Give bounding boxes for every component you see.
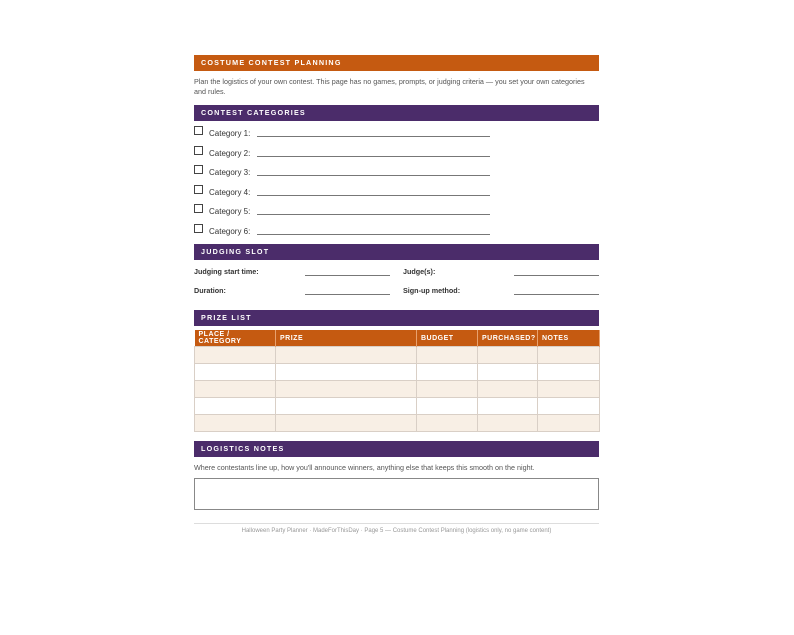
category-checkbox[interactable] <box>194 224 203 233</box>
table-cell[interactable] <box>538 347 600 364</box>
signup-method-line[interactable] <box>514 294 599 295</box>
category-label: Category 3: <box>209 168 251 177</box>
signup-method-label: Sign-up method: <box>403 286 461 295</box>
table-cell[interactable] <box>195 347 276 364</box>
table-cell[interactable] <box>417 381 478 398</box>
column-header-place: PLACE / CATEGORY <box>195 330 276 347</box>
table-cell[interactable] <box>478 415 538 432</box>
category-row <box>194 165 599 185</box>
category-row <box>194 204 599 224</box>
table-cell[interactable] <box>195 381 276 398</box>
table-cell[interactable] <box>276 347 417 364</box>
table-cell[interactable] <box>195 364 276 381</box>
category-row <box>194 224 599 244</box>
category-label: Category 4: <box>209 187 251 197</box>
table-cell[interactable] <box>417 415 478 432</box>
logistics-notes-box[interactable] <box>194 478 599 510</box>
judging-fields <box>194 260 599 310</box>
category-label: Category 2: <box>209 148 251 158</box>
category-write-line[interactable] <box>257 195 490 196</box>
duration-label: Duration: <box>194 286 226 295</box>
table-cell[interactable] <box>538 381 600 398</box>
judges-label: Judge(s): <box>403 267 436 276</box>
table-row <box>195 415 600 432</box>
category-row <box>194 185 599 205</box>
table-cell[interactable] <box>417 364 478 381</box>
table-row <box>195 398 600 415</box>
table-cell[interactable] <box>417 347 478 364</box>
section-header-logistics: LOGISTICS NOTES <box>194 441 599 457</box>
judging-start-label: Judging start time: <box>194 267 259 276</box>
category-list <box>194 126 599 243</box>
table-cell[interactable] <box>478 398 538 415</box>
category-label: Category 6: <box>209 226 251 236</box>
table-cell[interactable] <box>478 381 538 398</box>
judging-start-line[interactable] <box>305 275 390 276</box>
logistics-hint: Where contestants line up, how you'll announce winners, anything else that keeps this smooth on the night. <box>194 463 535 472</box>
category-write-line[interactable] <box>257 175 490 176</box>
column-header-notes: NOTES <box>538 330 600 347</box>
category-label: Category 1: <box>209 129 251 138</box>
table-cell[interactable] <box>417 398 478 415</box>
table-row <box>195 364 600 381</box>
category-row <box>194 146 599 166</box>
column-header-budget: BUDGET <box>417 330 478 347</box>
category-write-line[interactable] <box>257 136 490 137</box>
table-cell[interactable] <box>538 415 600 432</box>
table-cell[interactable] <box>478 364 538 381</box>
category-checkbox[interactable] <box>194 146 203 155</box>
table-cell[interactable] <box>478 347 538 364</box>
judges-line[interactable] <box>514 275 599 276</box>
table-cell[interactable] <box>276 381 417 398</box>
category-row <box>194 126 599 146</box>
section-header-categories: CONTEST CATEGORIES <box>194 105 599 121</box>
table-cell[interactable] <box>276 415 417 432</box>
table-cell[interactable] <box>195 398 276 415</box>
table-cell[interactable] <box>538 364 600 381</box>
column-header-purchased: PURCHASED? <box>478 330 538 347</box>
duration-line[interactable] <box>305 294 390 295</box>
category-write-line[interactable] <box>257 214 490 215</box>
category-checkbox[interactable] <box>194 165 203 174</box>
page-title: COSTUME CONTEST PLANNING <box>194 55 599 71</box>
category-write-line[interactable] <box>257 234 490 235</box>
column-header-prize: PRIZE <box>276 330 417 347</box>
table-row <box>195 347 600 364</box>
category-checkbox[interactable] <box>194 185 203 194</box>
page-footer: Halloween Party Planner · MadeForThisDay · Page 5 — Costume Contest Planning (logistics only, no game content) <box>241 528 552 534</box>
category-checkbox[interactable] <box>194 204 203 213</box>
table-cell[interactable] <box>538 398 600 415</box>
table-cell[interactable] <box>276 364 417 381</box>
footer-divider <box>194 523 599 524</box>
category-write-line[interactable] <box>257 156 490 157</box>
table-cell[interactable] <box>195 415 276 432</box>
prize-table-header <box>195 330 600 347</box>
planner-page <box>194 55 599 534</box>
prize-table <box>194 330 600 432</box>
intro-text: Plan the logistics of your own contest. This page has no games, prompts, or judging criteria — you set your own categories and rules. <box>194 77 585 96</box>
section-header-prizes: PRIZE LIST <box>194 310 599 326</box>
category-checkbox[interactable] <box>194 126 203 135</box>
category-label: Category 5: <box>209 207 251 216</box>
table-cell[interactable] <box>276 398 417 415</box>
section-header-judging: JUDGING SLOT <box>194 244 599 260</box>
table-row <box>195 381 600 398</box>
